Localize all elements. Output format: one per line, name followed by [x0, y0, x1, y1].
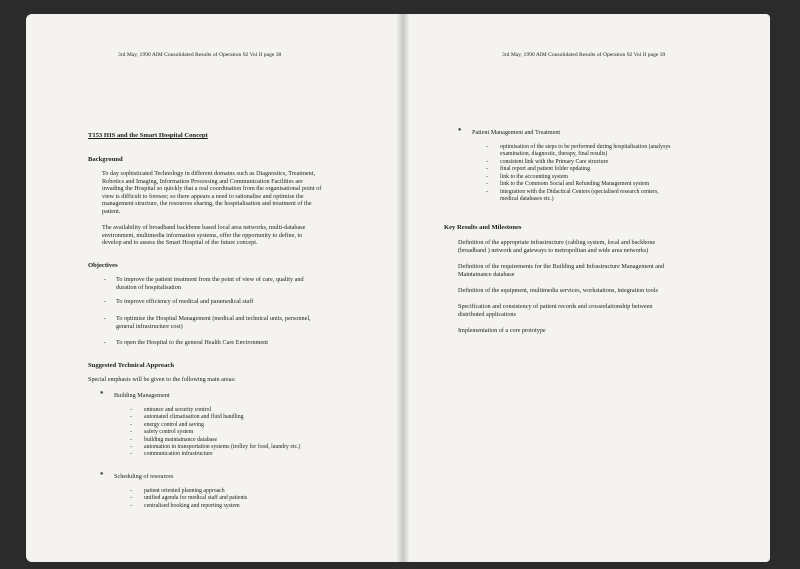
scheduling-heading: Scheduling of resources — [114, 473, 174, 480]
objective-item: To optimise the Hospital Management (medical and technical units, personnel, general infrastructure cost) — [116, 315, 311, 330]
milestone-item: Definition of the equipment, multimedia services, workstations, integration tools — [458, 287, 658, 294]
objective-item: To improve efficiency of medical and paramedical staff — [116, 298, 254, 305]
building-list: entrance and security control automated climatisation and fluid handling energy control and saving safety control system building maintainance database automation in transportation systems (trolley for food, laundry etc.) communication infrastructure — [144, 407, 301, 458]
left-page — [26, 14, 402, 562]
patient-item: - — [486, 144, 488, 150]
patient-heading: Patient Management and Treatment — [472, 129, 561, 136]
section-title: T153 HIS and the Smart Hospital Concept — [88, 132, 208, 139]
scheduling-list: patient oriented planning approach unified agenda for medical staff and patients centralised booking and reporting system — [144, 488, 248, 509]
bullet-icon: * — [458, 127, 462, 135]
bullet-icon: * — [100, 390, 104, 398]
approach-heading: Suggested Technical Approach — [88, 362, 174, 369]
right-page — [402, 14, 770, 562]
background-heading: Background — [88, 156, 123, 163]
objective-item: To improve the patient treatment from the point of view of care, quality and duration of hospitalisation — [116, 276, 304, 291]
patient-dashes: - - - - - — [486, 159, 488, 195]
building-dashes: - - - - - - - — [130, 407, 132, 458]
objective-dash: - — [104, 276, 107, 283]
milestone-item: Implementation of a core prototype — [458, 327, 546, 334]
objectives-heading: Objectives — [88, 262, 118, 269]
approach-intro: Special emphasis will be given to the following main areas: — [88, 376, 236, 383]
patient-list: consistent link with the Primary Care structure final report and patient folder updating link to the accounting system link to the Commom Social and Refunding Management system integration with the Didactical Centers (specialised research centers, medical databases etc.) — [500, 159, 659, 203]
building-heading: Building Management — [114, 392, 170, 399]
milestone-item: Definition of the appropriate infrastructure (cabling system, local and backbone (broadband ) network and gateways to metropolitan and wide area networks) — [458, 239, 656, 254]
background-paragraph-1: To day sophisticated Technology in different domains such as Diagnostics, Treatment, Robotics and Imaging, Information Processing and Communication Facilities are invading the Hospital so quickly that a real coordination from the organisational point of view is difficult to foresee; so there appears a need to rationalise and optimise the management structure, the resources sharing, the hospitalisation and treatment of the patient. — [102, 170, 322, 215]
bullet-icon: * — [100, 471, 104, 479]
objective-item: To open the Hospital to the general Health Care Environment — [116, 339, 268, 346]
background-paragraph-2: The availability of broadband backbone based local area networks, multi-database environment, multimedia information systems, offer the opportunity to define, to develop and to assess the Smart Hospital of the future concept. — [102, 224, 306, 247]
objective-dash: - — [104, 315, 107, 322]
milestone-item: Specification and consistency of patient records and crossrelationship between distributed applications — [458, 303, 653, 318]
page-header: 3rd May, 1990 AIM Consolidated Results of Operation 92 Vol II page 39 — [502, 52, 666, 58]
scheduling-dashes: - - - — [130, 488, 132, 509]
objective-dash: - — [104, 298, 107, 305]
book-gutter — [396, 14, 410, 562]
page-header: 3rd May, 1990 AIM Consolidated Results of Operation 92 Vol II page 38 — [118, 52, 282, 58]
milestones-heading: Key Results and Milestones — [444, 224, 522, 231]
patient-item: optimisation of the steps to be performed during hospitalisation (analysys examination, diagnostic, therapy, final results) — [500, 144, 671, 158]
objective-dash: - — [104, 339, 107, 346]
milestone-item: Definition of the requirements for the Building and Infrastructure Management and Maintainance database — [458, 263, 665, 278]
